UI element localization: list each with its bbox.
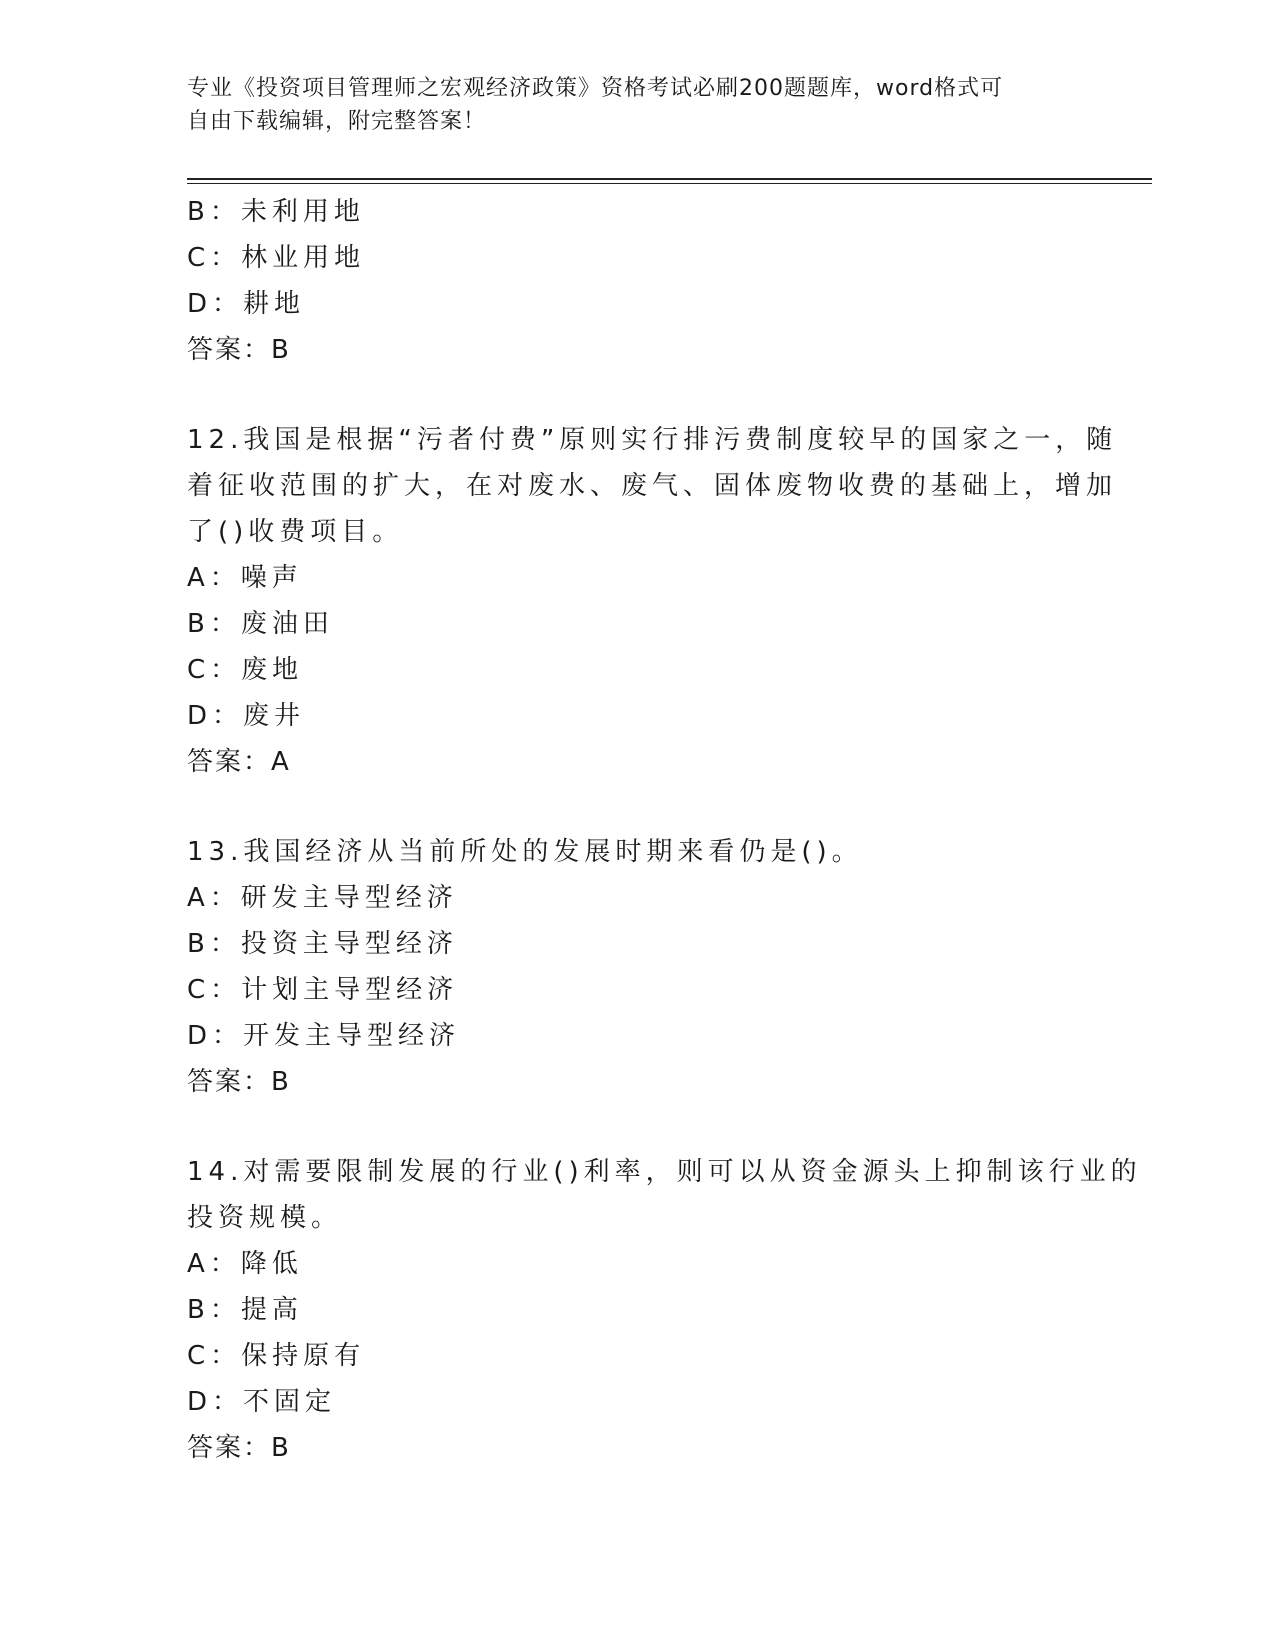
question-12 (187, 417, 1118, 785)
option-b: B：未利用地 (187, 197, 365, 227)
header-line-1: 专业《投资项目管理师之宏观经济政策》资格考试必刷200题题库，word格式可 (187, 76, 1004, 101)
answer: 答案：B (187, 1067, 291, 1097)
question-13 (187, 829, 1087, 1105)
option-d: D：开发主导型经济 (187, 1021, 461, 1051)
option-c: C：废地 (187, 655, 304, 685)
answer: 答案：B (187, 335, 291, 365)
question-text-line: 投资规模。 (187, 1203, 343, 1233)
question-14 (187, 1149, 1142, 1471)
question-text-line: 13.我国经济从当前所处的发展时期来看仍是()。 (187, 837, 863, 867)
option-d: D：耕地 (187, 289, 306, 319)
answer: 答案：B (187, 1433, 291, 1463)
question-text-line: 了()收费项目。 (187, 517, 404, 547)
header-divider-thick (187, 178, 1152, 180)
question-text-line: 着征收范围的扩大，在对废水、废气、固体废物收费的基础上，增加 (187, 471, 1118, 501)
document-header (187, 72, 1067, 138)
option-b: B：废油田 (187, 609, 334, 639)
option-c: C：计划主导型经济 (187, 975, 459, 1005)
option-b: B：提高 (187, 1295, 303, 1325)
question-11-continuation (187, 189, 1087, 373)
option-c: C：林业用地 (187, 243, 366, 273)
question-list (187, 189, 1142, 1471)
option-d: D：废井 (187, 701, 306, 731)
option-a: A：研发主导型经济 (187, 883, 458, 913)
header-divider-thin (187, 183, 1152, 184)
option-a: A：降低 (187, 1249, 303, 1279)
option-c: C：保持原有 (187, 1341, 366, 1371)
option-d: D：不固定 (187, 1387, 337, 1417)
answer: 答案：A (187, 747, 291, 777)
option-a: A：噪声 (187, 563, 303, 593)
option-b: B：投资主导型经济 (187, 929, 458, 959)
question-text-line: 12.我国是根据“污者付费”原则实行排污费制度较早的国家之一，随 (187, 425, 1118, 455)
header-line-2: 自由下载编辑，附完整答案！ (187, 109, 487, 134)
question-text-line: 14.对需要限制发展的行业()利率，则可以从资金源头上抑制该行业的 (187, 1157, 1142, 1187)
